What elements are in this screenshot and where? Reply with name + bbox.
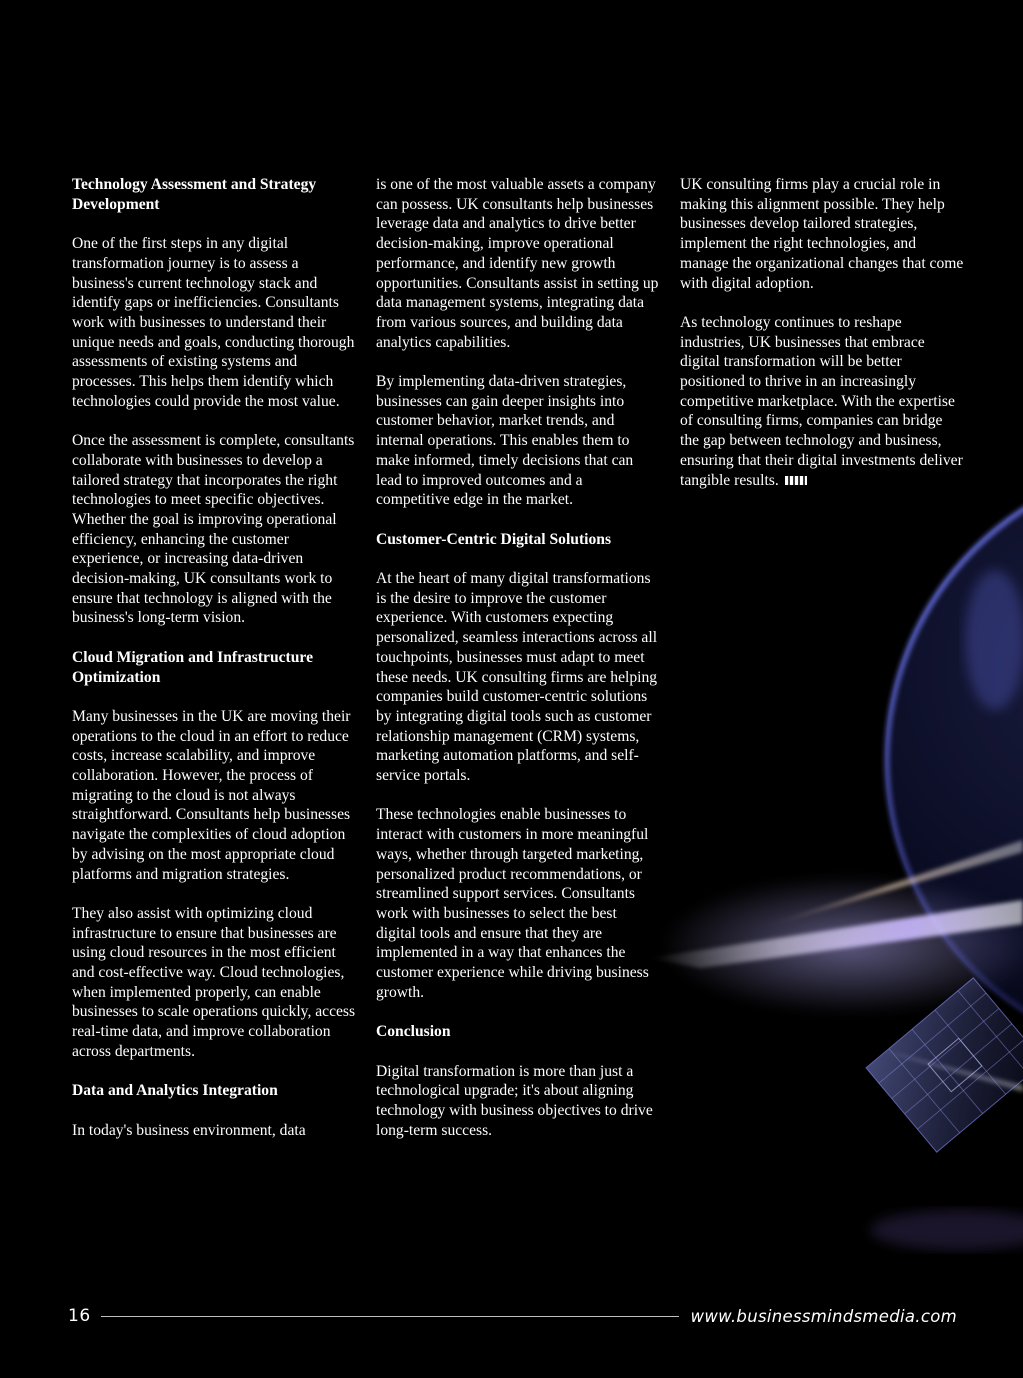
footer-rule [101,1316,679,1317]
section-heading: Cloud Migration and Infrastructure Optimization [72,648,313,686]
body-paragraph: They also assist with optimizing cloud infrastructure to ensure that businesses are using cloud resources in the most efficient and cost-effective way. Cloud technologies, when implemented properly, can enable businesses to scale operations quickly, access real-time data, and improve collaboration across departments. [72,904,356,1060]
page-footer [68,1303,957,1329]
section-heading: Data and Analytics Integration [72,1082,278,1100]
body-paragraph: UK consulting firms play a crucial role in making this alignment possible. They help businesses develop tailored strategies, implement the right technologies, and manage the organizational changes that come with digital adoption. [680,176,964,292]
body-paragraph: One of the first steps in any digital transformation journey is to assess a business's current technology stack and identify gaps or inefficiencies. Consultants work with businesses to understand their unique needs and goals, conducting thorough assessments of existing systems and processes. This helps them identify which technologies could provide the most value. [72,235,355,410]
end-of-article-icon [785,476,807,485]
body-paragraph: is one of the most valuable assets a company can possess. UK consultants help businesses leverage data and analytics to drive better decision-making, improve operational performance, and identify new growth opportunities. Consultants assist in setting up data management systems, integrating data from various sources, and building data analytics capabilities. [376,176,659,351]
website-link[interactable]: www.businessmindsmedia.com [690,1306,957,1326]
body-paragraph: In today's business environment, data [72,1121,306,1139]
body-paragraph: By implementing data-driven strategies, businesses can gain deeper insights into customer behavior, market trends, and internal operations. This enables them to make informed, timely decisions that can lead to improved outcomes and a competitive edge in the market. [376,373,634,509]
article-column-1 [72,175,356,1140]
body-paragraph: Once the assessment is complete, consultants collaborate with businesses to develop a tailored strategy that incorporates the right technologies to meet specific objectives. Whether the goal is improving operational efficiency, enhancing the customer experience, or increasing data-driven decision-making, UK consultants work to ensure that technology is aligned with the business's long-term vision. [72,432,355,627]
section-heading: Conclusion [376,1023,451,1041]
article-column-3 [680,175,964,490]
closing-paragraph [680,313,964,490]
section-heading: Customer-Centric Digital Solutions [376,530,612,548]
body-paragraph: At the heart of many digital transformations is the desire to improve the customer experience. With customers expecting personalized, seamless interactions across all touchpoints, businesses must adapt to meet these needs. UK consulting firms are helping companies build customer-centric solutions by integrating digital tools such as customer relationship management (CRM) systems, marketing automation platforms, and self-service portals. [376,570,658,785]
body-paragraph: Digital transformation is more than just a technological upgrade; it's about aligning technology with business objectives to drive long-term success. [376,1062,653,1139]
section-heading: Technology Assessment and Strategy Development [72,176,317,213]
article-column-2 [376,175,660,1140]
page-number: 16 [68,1306,91,1326]
closing-text: As technology continues to reshape industries, UK businesses that embrace digital transformation will be better positioned to thrive in an increasingly competitive marketplace. With the expertise of consulting firms, companies can bridge the gap between technology and business, ensuring that their digital investments deliver tangible results. [680,313,963,489]
body-paragraph: These technologies enable businesses to interact with customers in more meaningful ways, whether through targeted marketing, personalized product recommendations, or streamlined support services. Consultants work with businesses to select the best digital tools and ensure that they are implemented in a way that enhances the customer experience while driving business growth. [376,806,649,1001]
body-paragraph: Many businesses in the UK are moving their operations to the cloud in an effort to reduce costs, increase scalability, and improve collaboration. However, the process of migrating to the cloud is not always straightforward. Consultants help businesses navigate the complexities of cloud adoption by advising on the most appropriate cloud platforms and migration strategies. [72,707,351,883]
